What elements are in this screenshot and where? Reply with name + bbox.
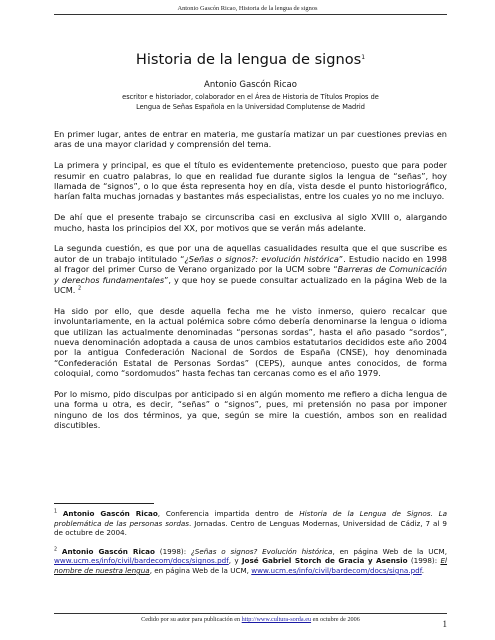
- footnote-2-title-1: ¿Señas o signos? Evolución histórica: [190, 546, 333, 556]
- paragraph-4-part-a: La segunda cuestión, es que por una de aquellas casualidades resulta que el que suscribe es autor de un trabajo intitulado “: [54, 243, 447, 264]
- page-footer: [54, 616, 447, 623]
- footnote-2-text-f: .: [421, 565, 425, 575]
- footer-text-b: en octubre de 2006: [311, 616, 360, 623]
- paragraph-1: En primer lugar, antes de entrar en materia, me gustaría matizar un par cuestiones previas en aras de una mayor claridad y comprensión del tema.: [54, 129, 447, 150]
- footnote-1-text-a: , Conferencia impartida dentro de: [157, 509, 300, 518]
- affiliation-line-2: Lengua de Señas Española en la Universidad Complutense de Madrid: [136, 102, 365, 111]
- paragraph-6: Por lo mismo, pido disculpas por anticipado si en algún momento me refiero a dicha lengua de una forma u otra, es decir, “señas” o “signos”, pues, mi pretensión no pasa por imponer ninguno de los dos términos, ya que, según se mire la cuestión, ambos son en realidad discutibles.: [54, 389, 447, 431]
- footnote-2: [54, 547, 447, 576]
- paragraph-3: De ahí que el presente trabajo se circunscriba casi en exclusiva al siglo XVIII o, alargando mucho, hasta los principios del XX, por motivos que se verán más adelante.: [54, 212, 447, 233]
- footer-text-a: Cedido por su autor para publicación en: [141, 616, 242, 623]
- footnote-1-author: Antonio Gascón Ricao: [62, 509, 158, 518]
- footnote-2-text-a: (1998):: [154, 546, 191, 556]
- footnote-1-number: 1: [54, 509, 58, 515]
- paragraph-4: [54, 243, 447, 295]
- footnote-2-text-b: , en página Web de la UCM,: [332, 546, 447, 556]
- footnote-2-marker[interactable]: 2: [78, 285, 82, 292]
- footnote-2-text-c: , y: [228, 556, 242, 566]
- course-title: Barreras de Comunicación y derechos fundamentales: [54, 264, 447, 285]
- affiliation-line-1: escritor e historiador, colaborador en el Área de Historia de Títulos Propios de: [122, 93, 379, 101]
- footnote-1-title: Historia de la Lengua de Signos. La problemática de las personas sordas: [54, 509, 447, 528]
- footer-rule: [54, 613, 447, 614]
- running-header: Antonio Gascón Ricao, Historia de la lengua de signos: [177, 5, 318, 12]
- work-title-senas-o-signos: ¿Señas o signos?: evolución histórica: [184, 253, 339, 264]
- footnote-2-link-signa[interactable]: www.ucm.es/info/civil/bardecom/docs/signa.pdf: [251, 565, 422, 575]
- header-rule: [54, 14, 447, 15]
- paragraph-2: La primera y principal, es que el título es evidentemente pretencioso, puesto que para poder resumir en cuatro palabras, lo que en realidad fue durante siglos la lengua de “señas”, hoy llamada de “signos”, o lo que ésta representa hoy en día, vista desde el punto historiográfico, harían falta muchas jornadas y bastantes más especialistas, entre los cuales yo no me incluyo.: [54, 160, 447, 202]
- footnote-2-number: 2: [54, 547, 58, 553]
- footnote-1-text-b: . Jornadas. Centro de Lenguas Modernas, Universidad de Cádiz, 7 al 9 de octubre de 2004.: [54, 518, 447, 538]
- paragraph-5: Ha sido por ello, que desde aquella fecha me he visto inmerso, quiero recalcar que involuntariamente, en la actual polémica sobre cómo debería denominarse la lengua o idioma que utilizan las actualmente denominadas “personas sordas”, hasta el año pasado “sordos”, nueva denominación adoptada a causa de unos cambios estatutarios decididos este año 2004 por la antigua Confederación Nacional de Sordos de España (CNSE), hoy denominada “Confederación Estatal de Personas Sordas” (CEPS), aunque antes conocidos, de forma coloquial, como “sordomudos” hasta fechas tan cercanas como es el año 1979.: [54, 305, 447, 379]
- footnote-2-link-signos[interactable]: www.ucm.es/info/civil/bardecom/docs/signos.pdf: [54, 556, 229, 566]
- footnote-1: [54, 509, 447, 538]
- footnote-separator: [54, 503, 154, 504]
- paragraph-4-part-b: ”. Estudio nacido en 1998 al fragor del primer Curso de Verano organizado por la UCM sobre “: [54, 253, 448, 275]
- author-affiliation: [54, 93, 447, 112]
- body-text: [54, 129, 447, 441]
- paragraph-4-part-c: ”, y que hoy se puede consultar actualizado en la página Web de la UCM.: [54, 274, 447, 296]
- footnote-2-author-2: José Gabriel Storch de Gracia y Asensio: [241, 556, 408, 566]
- document-title: [54, 51, 447, 68]
- footer-link[interactable]: http://www.cultura-sorda.eu: [241, 616, 312, 623]
- footnote-2-text-d: (1998):: [407, 556, 441, 566]
- title-text: Historia de la lengua de signos: [135, 51, 362, 68]
- footnote-2-text-e: , en página Web de la UCM,: [149, 565, 252, 575]
- footnote-2-author-1: Antonio Gascón Ricao: [61, 546, 155, 556]
- page-number: 1: [442, 619, 447, 629]
- footnotes: [54, 509, 447, 585]
- author-name: Antonio Gascón Ricao: [204, 80, 297, 90]
- footnote-2-title-2-text: El nombre de nuestra lengua: [54, 556, 447, 575]
- title-footnote-marker[interactable]: 1: [361, 54, 366, 61]
